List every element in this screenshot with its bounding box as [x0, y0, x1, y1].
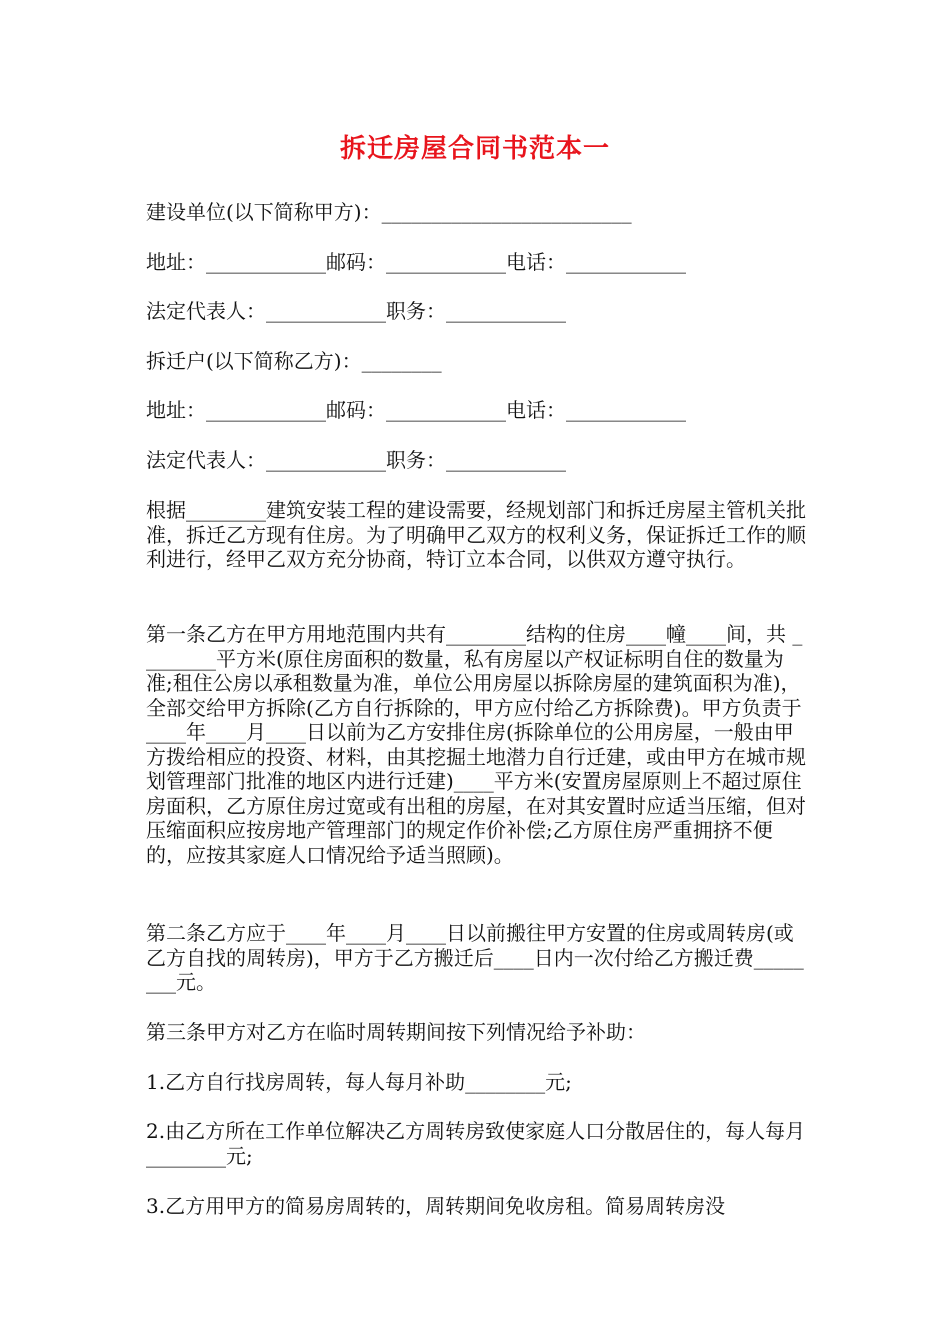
subsidy-item-3: 3.乙方用甲方的简易房周转的，周转期间免收房租。简易周转房没 [146, 1194, 726, 1218]
party-b-address-line: 地址：____________邮码：____________电话：____________ [146, 398, 686, 422]
party-b-name-line: 拆迁户(以下简称乙方)：________ [146, 349, 442, 373]
subsidy-item-1: 1.乙方自行找房周转，每人每月补助________元; [146, 1070, 572, 1094]
document-title: 拆迁房屋合同书范本一 [339, 134, 610, 164]
article-three-paragraph: 第三条甲方对乙方在临时周转期间按下列情况给予补助： [146, 1020, 646, 1044]
subsidy-item-2: 2.由乙方所在工作单位解决乙方周转房致使家庭人口分散居住的，每人每月________元; [146, 1119, 806, 1168]
party-b-representative-line: 法定代表人：____________职务：____________ [146, 448, 566, 472]
party-a-address-line: 地址：____________邮码：____________电话：____________ [146, 250, 686, 274]
party-a-representative-line: 法定代表人：____________职务：____________ [146, 299, 566, 323]
preamble-paragraph: 根据________建筑安装工程的建设需要，经规划部门和拆迁房屋主管机关批准，拆迁乙方现有住房。为了明确甲乙双方的权利义务，保证拆迁工作的顺利进行，经甲乙双方充分协商，特订立本合同，以供双方遵守执行。 [146, 498, 806, 571]
party-a-name-line: 建设单位(以下简称甲方)：_________________________ [146, 200, 632, 224]
article-one-paragraph: 第一条乙方在甲方用地范围内共有________结构的住房____幢____间，共 ________平方米(原住房面积的数量，私有房屋以产权证标明自住的数量为准;租住公房以承租数量为准，单位公用房屋以拆除房屋的建筑面积为准)，全部交给甲方拆除(乙方自行拆除的，甲方应付给乙方拆除费)。甲方负责于____年____月____日以前为乙方安排住房(拆除单位的公用房屋，一般由甲方拨给相应的投资、材料，由其挖掘土地潜力自行迁建，或由甲方在城市规划管理部门批准的地区内进行迁建)____平方米(安置房屋原则上不超过原住房面积，乙方原住房过宽或有出租的房屋，在对其安置时应适当压缩，但对压缩面积应按房地产管理部门的规定作价补偿;乙方原住房严重拥挤不便的，应按其家庭人口情况给予适当照顾)。 [146, 622, 806, 867]
article-two-paragraph: 第二条乙方应于____年____月____日以前搬往甲方安置的住房或周转房(或乙方自找的周转房)，甲方于乙方搬迁后____日内一次付给乙方搬迁费________元。 [146, 921, 804, 994]
